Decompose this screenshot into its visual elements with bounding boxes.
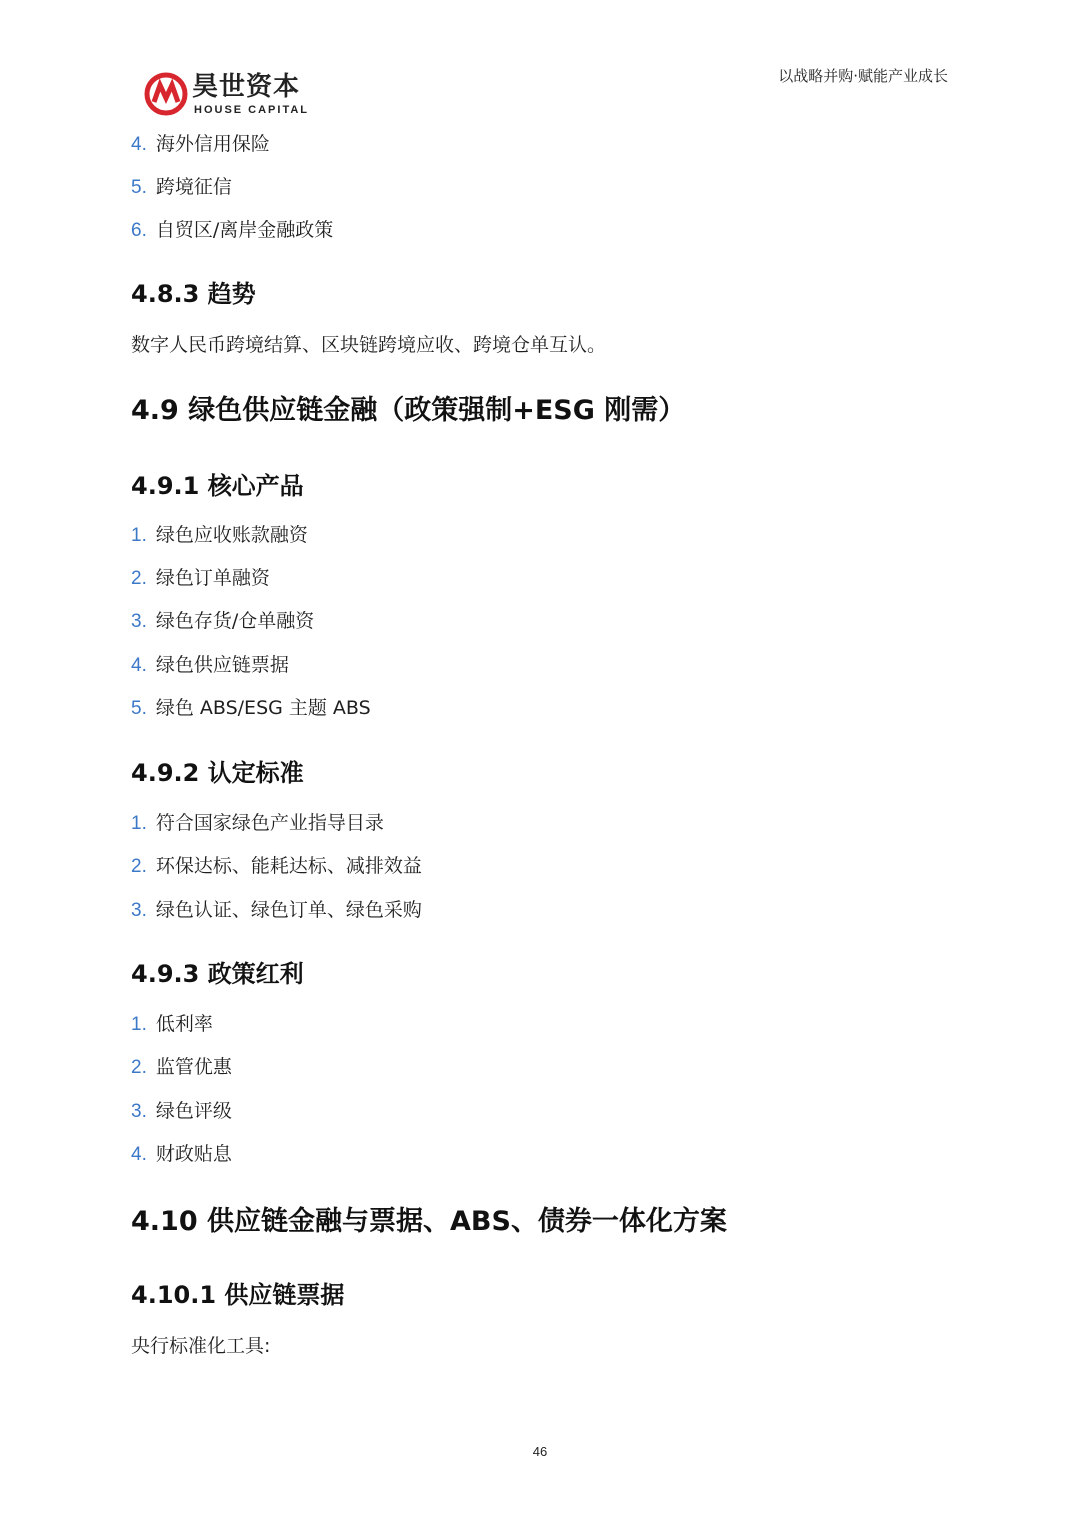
list-text: 绿色存货/仓单融资 [155,610,315,632]
heading-4-10-1: 4.10.1 供应链票据 [131,1281,345,1309]
list-item [131,810,384,837]
list-number: 4. [131,1144,147,1165]
list-item [131,1054,232,1081]
list-text: 符合国家绿色产业指导目录 [155,812,384,834]
list-text: 绿色 ABS/ESG 主题 ABS [155,697,371,719]
company-logo [144,72,314,120]
list-text: 绿色供应链票据 [155,654,289,676]
list-text: 自贸区/离岸金融政策 [155,219,334,241]
list-number: 2. [131,1057,147,1078]
list-item [131,131,270,158]
list-item [131,853,422,880]
list-text: 海外信用保险 [155,133,270,155]
house-capital-logo-icon [144,72,188,116]
list-number: 6. [131,220,147,241]
list-item [131,1098,232,1125]
paragraph-standard-tool: 央行标准化工具: [131,1335,271,1357]
list-item [131,695,371,722]
logo-text-en: HOUSE CAPITAL [194,104,310,116]
list-text: 绿色应收账款融资 [155,524,308,546]
list-text: 跨境征信 [155,176,232,198]
list-item [131,565,270,592]
list-item [131,1011,213,1038]
logo-text-cn: 昊世资本 [192,72,301,102]
list-text: 低利率 [155,1013,213,1035]
list-number: 2. [131,568,147,589]
list-text: 绿色评级 [155,1100,232,1122]
list-number: 2. [131,856,147,877]
heading-4-9-2: 4.9.2 认定标准 [131,759,304,787]
list-item [131,217,333,244]
list-text: 监管优惠 [155,1056,232,1078]
list-text: 财政贴息 [155,1143,232,1165]
list-number: 4. [131,655,147,676]
heading-4-9: 4.9 绿色供应链金融（政策强制+ESG 刚需） [131,395,686,426]
list-number: 1. [131,813,147,834]
list-item [131,174,232,201]
list-item [131,608,314,635]
list-text: 绿色订单融资 [155,567,270,589]
list-number: 1. [131,525,147,546]
list-item [131,1141,232,1168]
list-text: 绿色认证、绿色订单、绿色采购 [155,899,422,921]
list-item [131,522,308,549]
list-text: 环保达标、能耗达标、减排效益 [155,855,422,877]
page-number: 46 [532,1444,548,1459]
paragraph-trend: 数字人民币跨境结算、区块链跨境应收、跨境仓单互认。 [131,334,607,356]
list-number: 3. [131,611,147,632]
header-slogan: 以战略并购·赋能产业成长 [778,67,948,85]
heading-4-9-3: 4.9.3 政策红利 [131,960,304,988]
heading-4-8-3: 4.8.3 趋势 [131,280,256,308]
list-item [131,897,422,924]
list-number: 3. [131,1101,147,1122]
heading-4-9-1: 4.9.1 核心产品 [131,472,304,500]
heading-4-10: 4.10 供应链金融与票据、ABS、债券一体化方案 [131,1206,727,1237]
list-number: 4. [131,134,147,155]
list-item [131,652,289,679]
list-number: 5. [131,177,147,198]
list-number: 5. [131,698,147,719]
list-number: 3. [131,900,147,921]
list-number: 1. [131,1014,147,1035]
